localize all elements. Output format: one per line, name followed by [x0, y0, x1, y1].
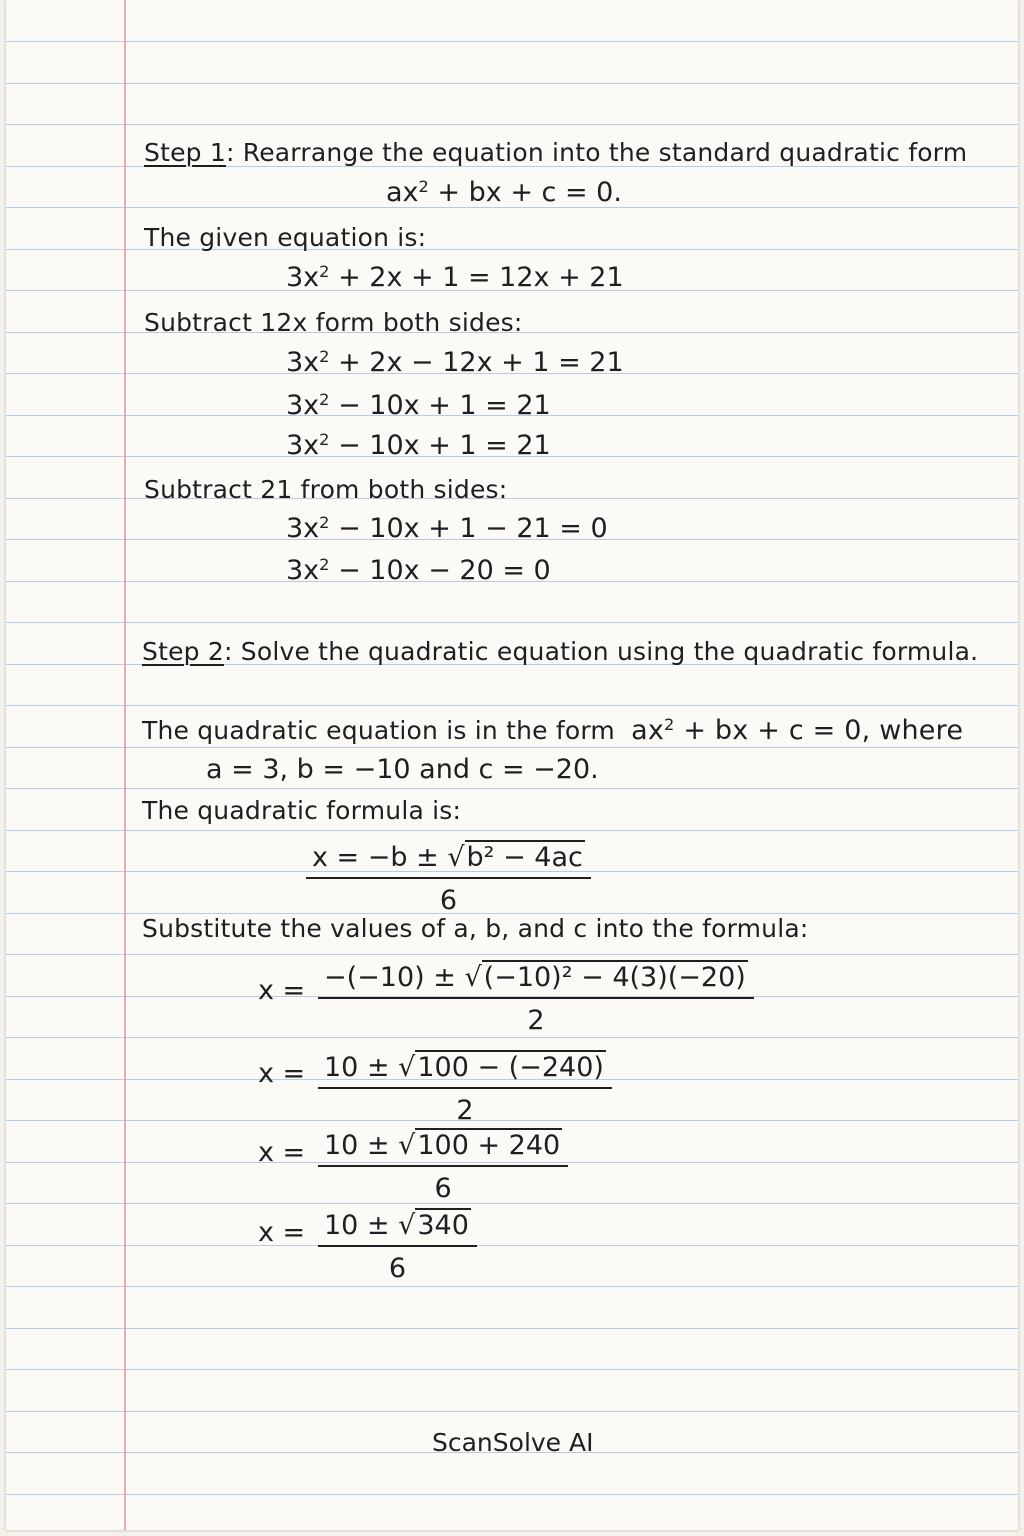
standard-form: [386, 177, 622, 208]
form-rest: + bx + c = 0, where: [674, 715, 964, 746]
work-radicand-1: 100 − (−240): [417, 1052, 604, 1083]
formula-numerator: [306, 842, 591, 879]
given-label: The given equation is:: [144, 223, 427, 252]
x-equals: x =: [258, 975, 306, 1006]
ruled-line: [6, 1286, 1018, 1287]
formula-label: The quadratic formula is:: [142, 796, 462, 825]
ruled-line: [6, 1411, 1018, 1412]
eq-a2-p1: 3x: [286, 430, 320, 461]
eq-a1-p1: 3x: [286, 390, 320, 421]
step2-title: : Solve the quadratic equation using the quadratic formula.: [223, 637, 979, 666]
work-num-1: 10 ± √: [324, 1052, 416, 1083]
form-exp: 2: [664, 715, 675, 735]
eq-a1-p2: − 10x + 1 = 21: [329, 390, 551, 421]
ruled-line: [6, 124, 1018, 125]
ruled-line: [6, 830, 1018, 831]
x-equals: x =: [258, 1137, 306, 1168]
work-radicand-2: 100 + 240: [417, 1130, 561, 1161]
form-sentence: [142, 715, 963, 746]
given-equation: [286, 262, 624, 293]
notebook-page: [6, 0, 1018, 1530]
work-fraction: [318, 962, 754, 1036]
ruled-line: [6, 622, 1018, 623]
subtract-12x-label: Subtract 12x form both sides:: [144, 308, 523, 337]
standard-form-exp: 2: [418, 177, 429, 197]
equation-line: [286, 390, 551, 421]
work-num-2: 10 ± √: [324, 1130, 416, 1161]
ruled-line: [6, 705, 1018, 706]
work-denominator: 6: [434, 1173, 452, 1204]
ruled-line: [6, 83, 1018, 84]
brand-footer: ScanSolve AI: [432, 1428, 594, 1457]
step1-heading: [144, 138, 967, 167]
ruled-line: [6, 954, 1018, 955]
eq-b0-exp: 2: [319, 513, 330, 533]
formula-denominator: 6: [439, 885, 458, 916]
step1-label: Step 1: [144, 138, 226, 167]
eq-a0-p1: 3x: [286, 347, 320, 378]
work-numerator: [318, 1130, 568, 1167]
work-fraction: [318, 1210, 477, 1284]
given-p1: 3x: [286, 262, 320, 293]
work-radicand-3: 340: [417, 1210, 469, 1241]
equation-line: [286, 430, 551, 461]
step2-label: Step 2: [142, 637, 224, 666]
work-num-0: −(−10) ± √: [324, 962, 482, 993]
eq-a0-p2: + 2x − 12x + 1 = 21: [329, 347, 624, 378]
eq-a2-p2: − 10x + 1 = 21: [329, 430, 551, 461]
ruled-line: [6, 1369, 1018, 1370]
eq-a2-exp: 2: [319, 430, 330, 450]
eq-a0-exp: 2: [319, 347, 330, 367]
work-numerator: [318, 1210, 477, 1247]
substitute-label: Substitute the values of a, b, and c into the formula:: [142, 914, 809, 943]
step1-title: : Rearrange the equation into the standard quadratic form: [225, 138, 968, 167]
formula-radicand: b² − 4ac: [466, 842, 583, 873]
eq-b0-p2: − 10x + 1 − 21 = 0: [329, 513, 608, 544]
work-denominator: 6: [388, 1253, 407, 1284]
work-radicand-0: (−10)² − 4(3)(−20): [483, 962, 746, 993]
step2-heading: [142, 637, 978, 666]
standard-form-a: ax: [386, 177, 419, 208]
eq-b1-p2: − 10x − 20 = 0: [329, 555, 551, 586]
form-intro: The quadratic equation is in the form: [142, 716, 615, 745]
equation-line: [286, 347, 624, 378]
form-a: ax: [631, 715, 665, 746]
eq-b1-p1: 3x: [286, 555, 320, 586]
formula-lhs: x = −b ± √: [312, 842, 465, 873]
ruled-line: [6, 1494, 1018, 1495]
ruled-line: [6, 41, 1018, 42]
given-exp: 2: [319, 262, 330, 282]
work-num-3: 10 ± √: [324, 1210, 416, 1241]
ruled-line: [6, 1245, 1018, 1246]
subtract-21-label: Subtract 21 from both sides:: [144, 475, 508, 504]
standard-form-rest: + bx + c = 0.: [428, 177, 622, 208]
quadratic-formula: [306, 842, 591, 916]
work-fraction: [318, 1130, 568, 1204]
work-denominator: 2: [456, 1095, 474, 1126]
equation-line: [286, 513, 608, 544]
work-denominator: 2: [527, 1005, 545, 1036]
ruled-line: [6, 1037, 1018, 1038]
x-equals: x =: [258, 1058, 306, 1089]
given-p2: + 2x + 1 = 12x + 21: [329, 262, 624, 293]
work-numerator: [318, 1052, 612, 1089]
work-fraction: [318, 1052, 612, 1126]
equation-line: [286, 555, 551, 586]
ruled-line: [6, 747, 1018, 748]
form-expression: [631, 715, 963, 746]
ruled-line: [6, 788, 1018, 789]
x-equals: x =: [258, 1217, 306, 1248]
eq-a1-exp: 2: [319, 390, 330, 410]
ruled-line: [6, 1328, 1018, 1329]
eq-b0-p1: 3x: [286, 513, 320, 544]
coefficients: a = 3, b = −10 and c = −20.: [206, 754, 599, 785]
margin-line: [124, 0, 126, 1530]
work-numerator: [318, 962, 754, 999]
eq-b1-exp: 2: [319, 555, 330, 575]
